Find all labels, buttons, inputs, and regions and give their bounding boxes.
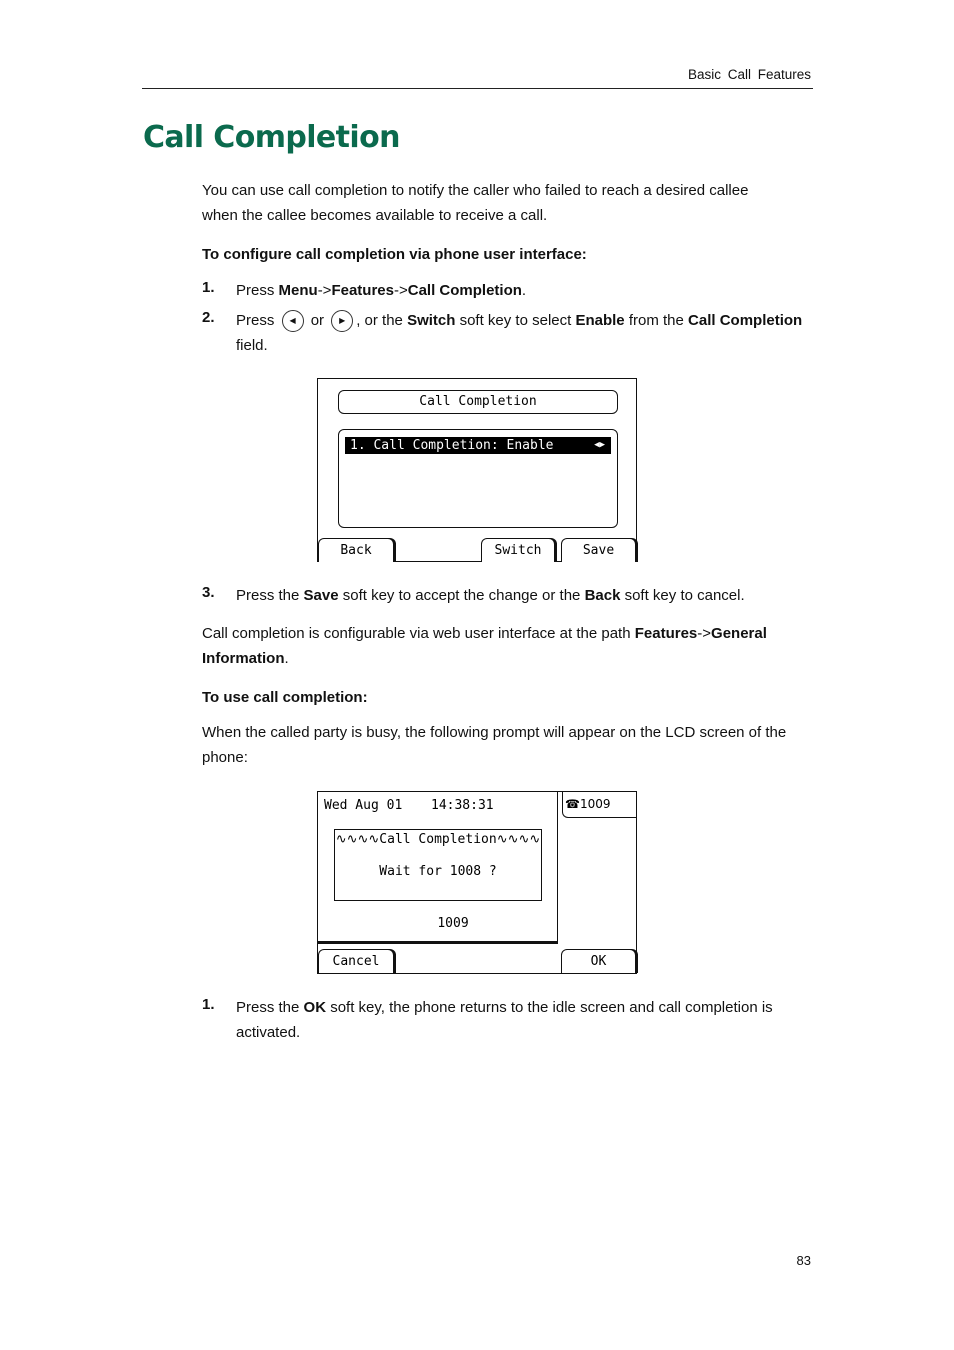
- line-key-label[interactable]: [562, 792, 636, 818]
- lcd-option-list: [338, 429, 618, 528]
- features-label: Features: [331, 282, 394, 299]
- use-heading: To use call completion:: [202, 689, 368, 706]
- cancel-softkey[interactable]: Cancel: [318, 949, 394, 973]
- busy-paragraph: [202, 720, 786, 770]
- path-sep: ->: [697, 625, 712, 642]
- save-label: Save: [303, 587, 339, 604]
- page-number: 83: [796, 1253, 811, 1268]
- step-1-end: .: [521, 282, 527, 299]
- step-2-number: 2.: [202, 309, 215, 326]
- lcd-time: 14:38:31: [431, 798, 494, 813]
- ok-label: OK: [303, 999, 327, 1016]
- switch-label: Switch: [407, 312, 456, 329]
- busy-line-2: phone:: [202, 749, 248, 766]
- lcd-date: Wed Aug 01: [324, 798, 403, 813]
- step-1-press: Press: [236, 282, 279, 299]
- ok-softkey[interactable]: OK: [561, 949, 636, 973]
- enable-label: Enable: [575, 312, 625, 329]
- header-rule: [142, 88, 813, 89]
- path-sep: ->: [317, 282, 332, 299]
- back-label: Back: [584, 587, 621, 604]
- call-completion-label: Call Completion: [688, 312, 803, 329]
- busy-line-1: When the called party is busy, the following prompt will appear on the LCD screen of the: [202, 724, 787, 741]
- phone-lcd-call-completion-prompt: [317, 791, 637, 974]
- intro-line-1: You can use call completion to notify the caller who failed to reach a desired callee: [202, 182, 749, 199]
- line-key-number: 1009: [579, 797, 611, 811]
- step-2-mid: , or the: [356, 312, 408, 329]
- step-2-mid3: from the: [624, 312, 689, 329]
- switch-softkey[interactable]: Switch: [481, 538, 555, 562]
- save-softkey[interactable]: Save: [561, 538, 636, 562]
- lcd-line-number: 1009: [437, 916, 469, 931]
- step-2-line-2: field.: [236, 337, 268, 354]
- step-2-text: [236, 308, 816, 358]
- web-ui-note: [202, 621, 814, 671]
- final-step-text: [236, 995, 773, 1045]
- call-completion-dialog: [334, 829, 542, 901]
- lcd-main-area: [318, 792, 558, 944]
- step-1-number: 1.: [202, 279, 215, 296]
- step-3-number: 3.: [202, 584, 215, 601]
- intro-line-2: when the callee becomes available to receive a call.: [202, 207, 548, 224]
- step-1-text: [236, 278, 526, 303]
- phone-lcd-call-completion-settings: [317, 378, 637, 562]
- left-navigation-key-icon: ◀: [282, 310, 304, 332]
- step-2-press: Press: [236, 312, 275, 329]
- path-sep: ->: [393, 282, 408, 299]
- phone-icon: ☎: [565, 797, 580, 811]
- features-label: Features: [634, 625, 698, 642]
- page-title: Call Completion: [143, 120, 400, 155]
- menu-label: Menu: [278, 282, 318, 299]
- dialog-title: ∿∿∿∿Call Completion∿∿∿∿: [335, 832, 541, 847]
- lcd-screen-title: Call Completion: [338, 390, 618, 414]
- back-softkey[interactable]: Back: [318, 538, 394, 562]
- step-2-or: or: [310, 312, 325, 329]
- lcd-selected-option[interactable]: [345, 437, 611, 454]
- intro-paragraph: [202, 178, 748, 228]
- left-right-arrows-icon: ◀▶: [594, 440, 605, 450]
- information-label: Information: [202, 650, 285, 667]
- configure-heading: To configure call completion via phone user interface:: [202, 246, 587, 263]
- dialog-prompt: Wait for 1008 ?: [379, 864, 497, 879]
- general-label: General: [711, 625, 767, 642]
- step-3-b: soft key to accept the change or the: [338, 587, 585, 604]
- header-section-title: Basic Call Features: [687, 67, 811, 82]
- final-step-a: Press the: [236, 999, 304, 1016]
- step-3-c: soft key to cancel.: [620, 587, 745, 604]
- web-note-end: .: [284, 650, 289, 667]
- web-note-text: Call completion is configurable via web user interface at the path: [202, 625, 635, 642]
- call-completion-label: Call Completion: [407, 282, 522, 299]
- final-step-b: soft key, the phone returns to the idle screen and call completion is: [326, 999, 773, 1016]
- step-3-a: Press the: [236, 587, 304, 604]
- final-step-line-2: activated.: [236, 1024, 301, 1041]
- lcd-option-label: 1. Call Completion: Enable: [350, 438, 554, 453]
- right-navigation-key-icon: ▶: [331, 310, 353, 332]
- step-2-mid2: soft key to select: [455, 312, 576, 329]
- step-3-text: [236, 583, 745, 608]
- final-step-number: 1.: [202, 996, 215, 1013]
